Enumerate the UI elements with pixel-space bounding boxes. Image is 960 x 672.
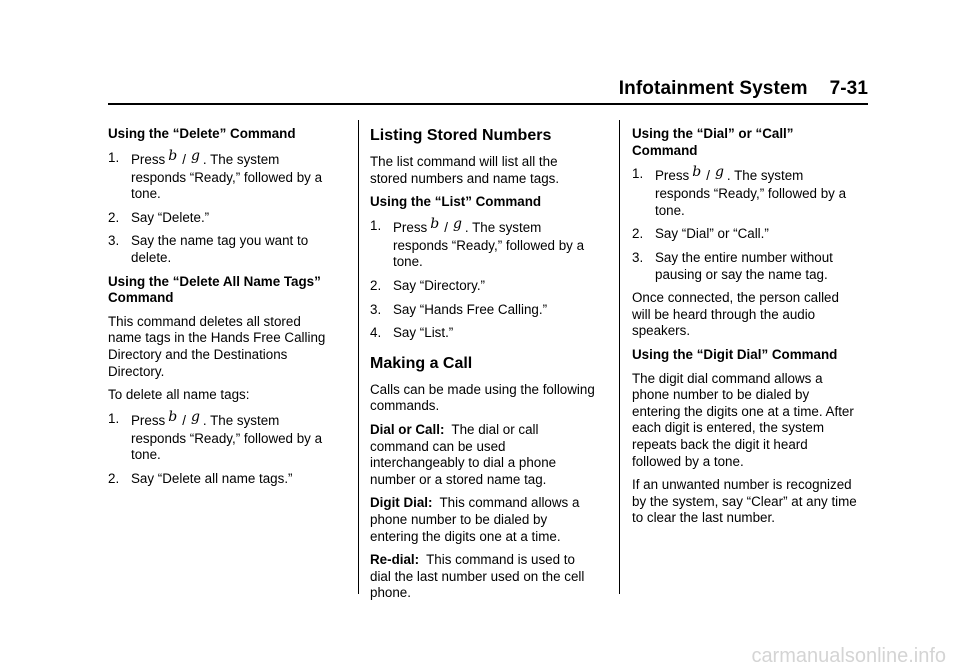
dial-step-3: 3. Say the entire number without pausing or say the name tag. (632, 249, 833, 282)
making-call-title: Making a Call (370, 354, 473, 372)
phone-talk-icon: b (430, 215, 440, 232)
delete-all-step-2: 2. Say “Delete all name tags.” (108, 470, 293, 486)
page-number: 7-31 (829, 78, 868, 99)
voice-command-icon: g (714, 164, 724, 181)
delete-all-heading: Using the “Delete All Name Tags” Command (108, 273, 321, 306)
dial-heading: Using the “Dial” or “Call” Command (632, 126, 794, 158)
column-3 (632, 126, 860, 534)
list-step-2: 2. Say “Directory.” (370, 277, 486, 293)
phone-talk-icon: b (168, 147, 178, 164)
delete-all-lead: To delete all name tags: (108, 387, 250, 403)
making-call-intro: Calls can be made using the following commands. (370, 381, 595, 414)
unwanted-number-text: If an unwanted number is recognized by the system, say “Clear” at any time to clear the last number. (632, 477, 857, 526)
listing-title: Listing Stored Numbers (370, 127, 552, 144)
digit-dial-intro: The digit dial command allows a phone number to be dialed by entering the digits one at a time. After each digit is entered, the system repeats back the digit it heard followed by a tone. (632, 370, 854, 469)
delete-step-2: 2. Say “Delete.” (108, 209, 210, 225)
dial-step-1: 1. Press b / g . The system responds “Ready,” followed by a tone. (632, 164, 847, 218)
header-rule (108, 103, 868, 105)
list-step-3: 3. Say “Hands Free Calling.” (370, 301, 548, 317)
voice-command-icon: g (190, 147, 200, 164)
voice-command-icon: g (452, 215, 462, 232)
redial-entry: Re-dial: This command is used to dial the last number used on the cell phone. (370, 552, 585, 601)
digit-dial-entry: Digit Dial: This command allows a phone number to be dialed by entering the digits one at a time. (370, 495, 580, 544)
column-1 (108, 126, 336, 495)
listing-intro: The list command will list all the stored numbers and name tags. (370, 154, 560, 186)
phone-talk-icon: b (168, 408, 178, 425)
delete-heading: Using the “Delete” Command (108, 126, 296, 141)
delete-step-3: 3. Say the name tag you want to delete. (108, 233, 309, 265)
digit-dial-heading: Using the “Digit Dial” Command (632, 346, 838, 362)
section-title: Infotainment System (618, 78, 808, 99)
voice-command-icon: g (190, 408, 200, 425)
list-heading: Using the “List” Command (370, 194, 542, 210)
column-divider-2 (619, 120, 620, 594)
delete-all-step-1: 1. Press b / g . The system responds “Ready,” followed by a tone. (108, 408, 323, 463)
column-divider-1 (358, 120, 359, 594)
dial-or-call-entry: Dial or Call: The dial or call command can be used interchangeably to dial a phone number or a stored name tag. (370, 421, 557, 487)
dial-step-2: 2. Say “Dial” or “Call.” (632, 226, 769, 242)
connected-text: Once connected, the person called will be heard through the audio speakers. (632, 290, 839, 339)
watermark: carmanualsonline.info (751, 645, 946, 667)
phone-talk-icon: b (692, 164, 702, 181)
page-header (108, 78, 868, 104)
list-step-1: 1. Press b / g . The system responds “Ready,” followed by a tone. (370, 215, 585, 270)
list-step-4: 4. Say “List.” (370, 325, 454, 341)
column-2 (370, 126, 598, 609)
delete-step-1: 1. Press b / g . The system responds “Ready,” followed by a tone. (108, 147, 323, 202)
delete-all-intro: This command deletes all stored name tags in the Hands Free Calling Directory and the Destinations Directory. (108, 313, 326, 379)
